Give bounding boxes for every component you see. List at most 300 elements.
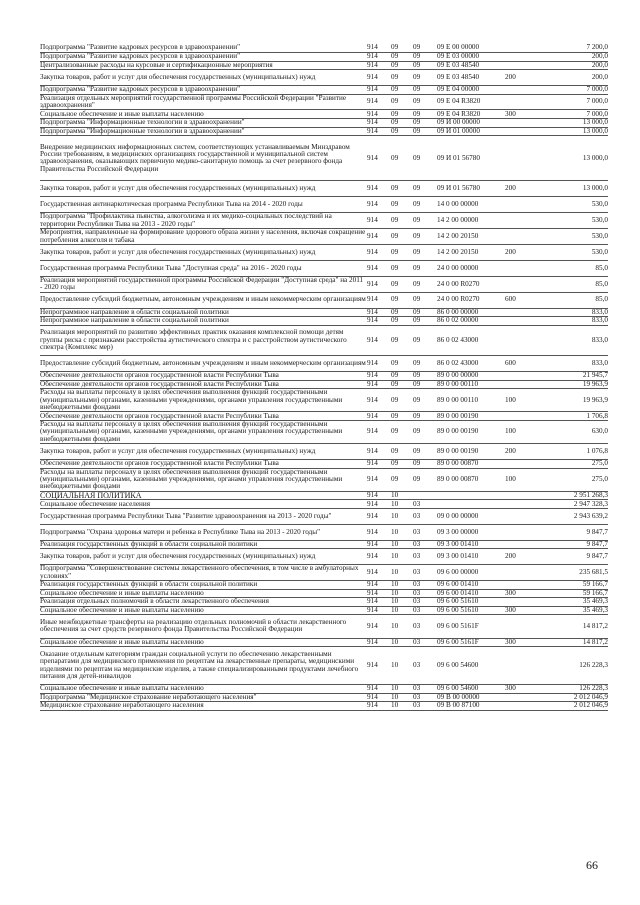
row-name: Реализация государственных функций в области социальной политики [40, 581, 367, 590]
row-grbs: 914 [367, 491, 391, 500]
row-name: Мероприятия, направленные на формирование здорового образа жизни у населения, включая сокращение потребления алкоголя и табака [40, 228, 366, 244]
row-grbs: 914 [367, 244, 391, 260]
row-vr [505, 598, 539, 607]
row-podrazdel: 09 [413, 380, 437, 389]
row-name: Медицинское страхование неработающего населения [40, 702, 367, 711]
row-razdel: 09 [391, 412, 413, 421]
row-csr: 09 6 00 54600 [437, 647, 505, 685]
row-csr: 14 2 00 20150 [437, 244, 505, 260]
row-razdel: 10 [391, 606, 413, 615]
row-vr [505, 317, 539, 326]
row-podrazdel: 09 [413, 317, 437, 326]
row-sum: 833,0 [539, 356, 608, 372]
row-csr: 14 2 00 00000 [437, 213, 505, 229]
row-podrazdel: 03 [413, 500, 437, 509]
table-row [40, 598, 608, 607]
row-grbs: 914 [367, 308, 391, 317]
row-name: Непрограммное направление в области социальной политики [40, 317, 367, 326]
row-vr: 100 [505, 468, 539, 491]
row-razdel: 09 [391, 44, 413, 53]
row-podrazdel: 09 [413, 421, 437, 444]
row-name: Непрограммное направление в области социальной политики [40, 308, 367, 317]
row-podrazdel: 09 [413, 325, 437, 356]
table-row [40, 468, 608, 491]
row-sum: 7 000,0 [539, 94, 608, 110]
row-vr [505, 53, 539, 62]
table-row [40, 61, 608, 70]
row-grbs: 914 [367, 53, 391, 62]
row-vr [505, 380, 539, 389]
row-podrazdel: 09 [413, 372, 437, 381]
row-sum: 2 012 046,9 [539, 693, 608, 702]
row-razdel: 10 [391, 647, 413, 685]
table-row [40, 460, 608, 469]
row-name: Обеспечение деятельности органов государственной власти Республики Тыва [40, 412, 367, 421]
row-name: Государственная программа Республики Тыва "Доступная среда" на 2016 - 2020 годы [40, 260, 367, 276]
row-csr: 86 0 02 43000 [437, 356, 505, 372]
row-razdel: 10 [391, 524, 413, 540]
row-podrazdel: 09 [413, 276, 437, 292]
row-name: Социальное обеспечение и иные выплаты населению [40, 638, 367, 647]
row-razdel: 09 [391, 197, 413, 213]
table-row [40, 276, 608, 292]
row-razdel: 09 [391, 229, 413, 245]
row-name: Расходы на выплаты персоналу в целях обеспечения выполнения функций государственными (муниципальными) органами, казенными учреждениями, органами управления государственными внебюджетными фондами [40, 389, 367, 412]
row-csr: 09 3 00 00000 [437, 524, 505, 540]
row-sum: 21 945,7 [539, 372, 608, 381]
row-razdel: 09 [391, 317, 413, 326]
row-grbs: 914 [367, 260, 391, 276]
row-vr [505, 460, 539, 469]
row-podrazdel: 09 [413, 94, 437, 110]
row-podrazdel: 09 [413, 468, 437, 491]
row-vr [505, 276, 539, 292]
row-csr: 09 Е 04 00000 [437, 86, 505, 95]
row-podrazdel: 09 [413, 444, 437, 460]
row-name: Централизованные расходы на курсовые и сертификационные мероприятия [40, 61, 367, 70]
table-row [40, 325, 608, 356]
row-name: Предоставление субсидий бюджетным, автономным учреждениям и иным некоммерческим организациям [40, 356, 367, 372]
row-sum: 530,0 [539, 197, 608, 213]
row-csr: 09 6 00 51610 [437, 606, 505, 615]
row-name: Государственная программа Республики Тыва "Развитие здравоохранения на 2013 - 2020 годы" [40, 509, 367, 525]
row-razdel: 10 [391, 638, 413, 647]
page-number: 66 [586, 858, 598, 872]
row-podrazdel: 09 [413, 292, 437, 308]
row-csr: 89 0 00 00110 [437, 380, 505, 389]
row-name: СОЦИАЛЬНАЯ ПОЛИТИКА [40, 491, 367, 500]
row-podrazdel: 03 [413, 524, 437, 540]
row-csr: 09 Е 03 00000 [437, 53, 505, 62]
row-vr [505, 540, 539, 549]
table-row [40, 421, 608, 444]
row-grbs: 914 [367, 389, 391, 412]
row-sum: 200,0 [539, 70, 608, 86]
row-razdel: 09 [391, 181, 413, 197]
row-vr [505, 229, 539, 245]
row-sum: 2 943 639,2 [539, 509, 608, 525]
row-razdel: 09 [391, 244, 413, 260]
row-grbs: 914 [367, 356, 391, 372]
row-name: Социальное обеспечение и иные выплаты населению [40, 606, 367, 615]
row-vr [505, 702, 539, 711]
row-vr [505, 260, 539, 276]
row-sum: 1 706,8 [539, 412, 608, 421]
row-podrazdel: 03 [413, 693, 437, 702]
row-grbs: 914 [367, 197, 391, 213]
budget-table-body [40, 44, 608, 710]
row-razdel: 09 [391, 444, 413, 460]
row-grbs: 914 [367, 524, 391, 540]
row-csr: 14 2 00 20150 [437, 229, 505, 245]
row-podrazdel: 09 [413, 53, 437, 62]
row-grbs: 914 [367, 500, 391, 509]
row-podrazdel: 09 [413, 127, 437, 136]
table-row [40, 244, 608, 260]
row-sum: 9 847,7 [539, 549, 608, 565]
row-csr: 86 0 02 00000 [437, 317, 505, 326]
row-podrazdel: 09 [413, 119, 437, 128]
row-name: Закупка товаров, работ и услуг для обеспечения государственных (муниципальных) нужд [40, 70, 367, 86]
table-row [40, 292, 608, 308]
row-grbs: 914 [367, 509, 391, 525]
row-name: Социальное обеспечение и иные выплаты населению [40, 110, 367, 119]
row-name: Подпрограмма "Совершенствование системы лекарственного обеспечения, в том числе в амбулаторных условиях" [40, 565, 367, 581]
row-csr: 09 6 00 01410 [437, 581, 505, 590]
row-name: Предоставление субсидий бюджетным, автономным учреждениям и иным некоммерческим организациям [40, 292, 367, 308]
row-vr: 200 [505, 444, 539, 460]
row-vr [505, 524, 539, 540]
row-vr [505, 565, 539, 581]
row-podrazdel: 03 [413, 638, 437, 647]
row-csr: 09 6 00 51610 [437, 598, 505, 607]
row-name: Подпрограмма "Развитие кадровых ресурсов в здравоохранении" [40, 44, 367, 53]
table-row [40, 565, 608, 581]
row-vr: 300 [505, 110, 539, 119]
row-vr: 200 [505, 181, 539, 197]
row-csr: 24 0 00 R0270 [437, 292, 505, 308]
row-vr: 300 [505, 606, 539, 615]
row-grbs: 914 [367, 647, 391, 685]
row-sum: 7 200,0 [539, 44, 608, 53]
table-row [40, 606, 608, 615]
row-sum: 126 228,3 [539, 685, 608, 694]
row-podrazdel: 03 [413, 565, 437, 581]
row-vr [505, 44, 539, 53]
row-vr [505, 213, 539, 229]
row-grbs: 914 [367, 421, 391, 444]
row-csr: 89 0 00 00190 [437, 444, 505, 460]
row-name: Подпрограмма "Развитие кадровых ресурсов в здравоохранении" [40, 53, 367, 62]
row-podrazdel [413, 491, 437, 500]
row-vr [505, 127, 539, 136]
row-grbs: 914 [367, 325, 391, 356]
row-sum: 2 012 046,9 [539, 702, 608, 711]
row-csr: 09 Е 03 48540 [437, 70, 505, 86]
row-csr: 09 Е 00 00000 [437, 44, 505, 53]
row-podrazdel: 03 [413, 589, 437, 598]
row-podrazdel: 09 [413, 229, 437, 245]
row-name: Социальное обеспечение населения [40, 500, 367, 509]
row-name: Расходы на выплаты персоналу в целях обеспечения выполнения функций государственными (муниципальными) органами, казенными учреждениями, органами управления государственными внебюджетными фондами [40, 468, 367, 491]
row-grbs: 914 [367, 44, 391, 53]
row-podrazdel: 03 [413, 606, 437, 615]
row-grbs: 914 [367, 565, 391, 581]
table-row [40, 53, 608, 62]
table-row [40, 119, 608, 128]
row-csr: 89 0 00 00190 [437, 421, 505, 444]
table-row [40, 685, 608, 694]
row-podrazdel: 03 [413, 509, 437, 525]
row-csr: 09 0 00 00000 [437, 509, 505, 525]
row-grbs: 914 [367, 372, 391, 381]
row-csr: 09 6 00 00000 [437, 565, 505, 581]
row-razdel: 10 [391, 615, 413, 638]
row-name: Закупка товаров, работ и услуг для обеспечения государственных (муниципальных) нужд [40, 444, 367, 460]
row-grbs: 914 [367, 276, 391, 292]
row-razdel: 10 [391, 598, 413, 607]
row-grbs: 914 [367, 615, 391, 638]
row-name: Реализация мероприятий по развитию эффективных практик оказания комплексной помощи детям группы риска с признаками расстройства аутистического спектра и с расстройством аутистического спектра (Комплекс мер) [40, 325, 367, 356]
row-vr [505, 86, 539, 95]
row-sum: 126 228,3 [539, 647, 608, 685]
row-csr: 09 Е 04 R3820 [437, 94, 505, 110]
row-name: Подпрограмма "Профилактика пьянства, алкоголизма и их медико-социальных последствий на территории Республики Тыва на 2013 - 2020 годы" [40, 213, 367, 229]
row-podrazdel: 09 [413, 389, 437, 412]
row-grbs: 914 [367, 702, 391, 711]
row-grbs: 914 [367, 460, 391, 469]
table-row [40, 540, 608, 549]
row-razdel: 10 [391, 565, 413, 581]
row-razdel: 09 [391, 325, 413, 356]
row-name: Подпрограмма "Охрана здоровья матери и ребенка в Республике Тыва на 2013 - 2020 годы" [40, 524, 367, 540]
row-podrazdel: 09 [413, 70, 437, 86]
row-sum: 13 000,0 [539, 127, 608, 136]
row-grbs: 914 [367, 468, 391, 491]
row-grbs: 914 [367, 540, 391, 549]
row-podrazdel: 09 [413, 136, 437, 181]
row-sum: 85,0 [539, 260, 608, 276]
row-vr: 300 [505, 685, 539, 694]
row-name: Реализация государственных функций в области социальной политики [40, 540, 367, 549]
table-row [40, 702, 608, 711]
row-razdel: 09 [391, 292, 413, 308]
row-csr: 89 0 00 00190 [437, 412, 505, 421]
row-csr: 09 Е 03 48540 [437, 61, 505, 70]
row-razdel: 09 [391, 94, 413, 110]
row-sum: 275,0 [539, 468, 608, 491]
row-sum: 85,0 [539, 292, 608, 308]
table-row [40, 389, 608, 412]
budget-table [40, 44, 608, 711]
row-vr: 100 [505, 389, 539, 412]
row-grbs: 914 [367, 94, 391, 110]
row-csr: 24 0 00 00000 [437, 260, 505, 276]
row-razdel: 09 [391, 468, 413, 491]
table-row [40, 70, 608, 86]
row-razdel: 09 [391, 53, 413, 62]
row-sum: 19 963,9 [539, 380, 608, 389]
row-vr: 600 [505, 356, 539, 372]
row-sum: 19 963,9 [539, 389, 608, 412]
row-vr [505, 615, 539, 638]
table-row [40, 260, 608, 276]
row-grbs: 914 [367, 110, 391, 119]
row-csr: 09 6 00 5161F [437, 615, 505, 638]
table-row [40, 86, 608, 95]
row-razdel: 10 [391, 509, 413, 525]
row-vr: 100 [505, 421, 539, 444]
row-razdel: 10 [391, 581, 413, 590]
row-razdel: 09 [391, 276, 413, 292]
row-podrazdel: 03 [413, 702, 437, 711]
row-razdel: 10 [391, 549, 413, 565]
row-podrazdel: 09 [413, 244, 437, 260]
row-name: Реализация отдельных полномочий в области лекарственного обеспечения [40, 598, 367, 607]
row-name: Подпрограмма "Медицинское страхование неработающего населения" [40, 693, 367, 702]
row-name: Расходы на выплаты персоналу в целях обеспечения выполнения функций государственными (муниципальными) органами, казенными учреждениями, органами управления государственными внебюджетными фондами [40, 421, 367, 444]
row-sum: 530,0 [539, 244, 608, 260]
row-podrazdel: 03 [413, 581, 437, 590]
row-grbs: 914 [367, 229, 391, 245]
row-csr: 09 6 00 54600 [437, 685, 505, 694]
row-podrazdel: 09 [413, 308, 437, 317]
row-grbs: 914 [367, 127, 391, 136]
row-razdel: 09 [391, 136, 413, 181]
row-vr: 200 [505, 549, 539, 565]
row-name: Закупка товаров, работ и услуг для обеспечения государственных (муниципальных) нужд [40, 181, 367, 197]
row-sum: 9 847,7 [539, 540, 608, 549]
table-row [40, 524, 608, 540]
row-vr [505, 197, 539, 213]
row-grbs: 914 [367, 549, 391, 565]
row-sum: 2 951 268,3 [539, 491, 608, 500]
row-csr: 09 И 01 00000 [437, 127, 505, 136]
row-name: Подпрограмма "Информационные технологии в здравоохранении" [40, 119, 367, 128]
row-razdel: 09 [391, 372, 413, 381]
row-sum: 13 000,0 [539, 119, 608, 128]
row-csr: 86 0 02 43000 [437, 325, 505, 356]
table-row [40, 213, 608, 229]
row-csr: 09 3 00 01410 [437, 549, 505, 565]
row-razdel: 09 [391, 421, 413, 444]
row-podrazdel: 03 [413, 685, 437, 694]
row-vr [505, 325, 539, 356]
row-razdel: 09 [391, 119, 413, 128]
row-vr: 600 [505, 292, 539, 308]
table-row [40, 181, 608, 197]
row-razdel: 09 [391, 389, 413, 412]
table-row [40, 549, 608, 565]
row-grbs: 914 [367, 181, 391, 197]
row-podrazdel: 03 [413, 615, 437, 638]
row-name: Закупка товаров, работ и услуг для обеспечения государственных (муниципальных) нужд [40, 549, 367, 565]
table-row [40, 647, 608, 685]
row-name: Закупка товаров, работ и услуг для обеспечения государственных (муниципальных) нужд [40, 244, 367, 260]
row-podrazdel: 09 [413, 412, 437, 421]
row-name: Обеспечение деятельности органов государственной власти Республики Тыва [40, 372, 367, 381]
row-name: Подпрограмма "Развитие кадровых ресурсов в здравоохранении" [40, 86, 367, 95]
row-sum: 833,0 [539, 308, 608, 317]
table-row [40, 317, 608, 326]
row-csr: 09 В 00 87100 [437, 702, 505, 711]
row-csr: 09 6 00 01410 [437, 589, 505, 598]
row-name: Реализация мероприятий государственной программы Российской Федерации "Доступная среда" на 2011 - 2020 годы [40, 276, 367, 292]
row-razdel: 09 [391, 308, 413, 317]
row-podrazdel: 09 [413, 260, 437, 276]
row-grbs: 914 [367, 589, 391, 598]
row-grbs: 914 [367, 292, 391, 308]
row-name: Социальное обеспечение и иные выплаты населению [40, 589, 367, 598]
row-vr: 200 [505, 244, 539, 260]
row-podrazdel: 09 [413, 460, 437, 469]
row-grbs: 914 [367, 638, 391, 647]
row-csr: 09 И 01 56780 [437, 181, 505, 197]
table-row [40, 581, 608, 590]
row-razdel: 10 [391, 500, 413, 509]
row-csr: 09 И 00 00000 [437, 119, 505, 128]
row-razdel: 09 [391, 460, 413, 469]
row-sum: 35 469,3 [539, 606, 608, 615]
row-razdel: 10 [391, 589, 413, 598]
row-razdel: 09 [391, 127, 413, 136]
row-csr: 89 0 00 00110 [437, 389, 505, 412]
row-grbs: 914 [367, 598, 391, 607]
row-razdel: 09 [391, 110, 413, 119]
table-row [40, 356, 608, 372]
row-sum: 630,0 [539, 421, 608, 444]
row-podrazdel: 03 [413, 598, 437, 607]
row-vr [505, 61, 539, 70]
row-name: Государственная антинаркотическая программа Республики Тыва на 2014 - 2020 годы [40, 197, 367, 213]
row-grbs: 914 [367, 606, 391, 615]
row-csr: 09 И 01 56780 [437, 136, 505, 181]
row-csr: 09 Е 04 R3820 [437, 110, 505, 119]
row-vr [505, 308, 539, 317]
row-sum: 235 681,5 [539, 565, 608, 581]
row-csr: 09 3 00 01410 [437, 540, 505, 549]
row-csr: 89 0 00 00870 [437, 468, 505, 491]
row-csr [437, 500, 505, 509]
row-podrazdel: 09 [413, 197, 437, 213]
row-sum: 9 847,7 [539, 524, 608, 540]
row-sum: 833,0 [539, 317, 608, 326]
table-row [40, 136, 608, 181]
row-grbs: 914 [367, 136, 391, 181]
row-podrazdel: 03 [413, 549, 437, 565]
row-podrazdel: 09 [413, 61, 437, 70]
table-row [40, 500, 608, 509]
row-csr: 86 0 00 00000 [437, 308, 505, 317]
row-sum: 14 817,2 [539, 638, 608, 647]
row-razdel: 09 [391, 356, 413, 372]
row-grbs: 914 [367, 581, 391, 590]
row-podrazdel: 09 [413, 356, 437, 372]
row-grbs: 914 [367, 213, 391, 229]
row-grbs: 914 [367, 317, 391, 326]
row-sum: 7 000,0 [539, 86, 608, 95]
row-sum: 85,0 [539, 276, 608, 292]
row-razdel: 10 [391, 685, 413, 694]
row-sum: 13 000,0 [539, 181, 608, 197]
row-name: Обеспечение деятельности органов государственной власти Республики Тыва [40, 380, 367, 389]
row-name: Реализация отдельных мероприятий государственной программы Российской Федерации "Развитие здравоохранения" [40, 94, 367, 110]
row-razdel: 09 [391, 213, 413, 229]
row-podrazdel: 03 [413, 540, 437, 549]
row-vr [505, 372, 539, 381]
row-podrazdel: 09 [413, 86, 437, 95]
row-sum: 200,0 [539, 53, 608, 62]
